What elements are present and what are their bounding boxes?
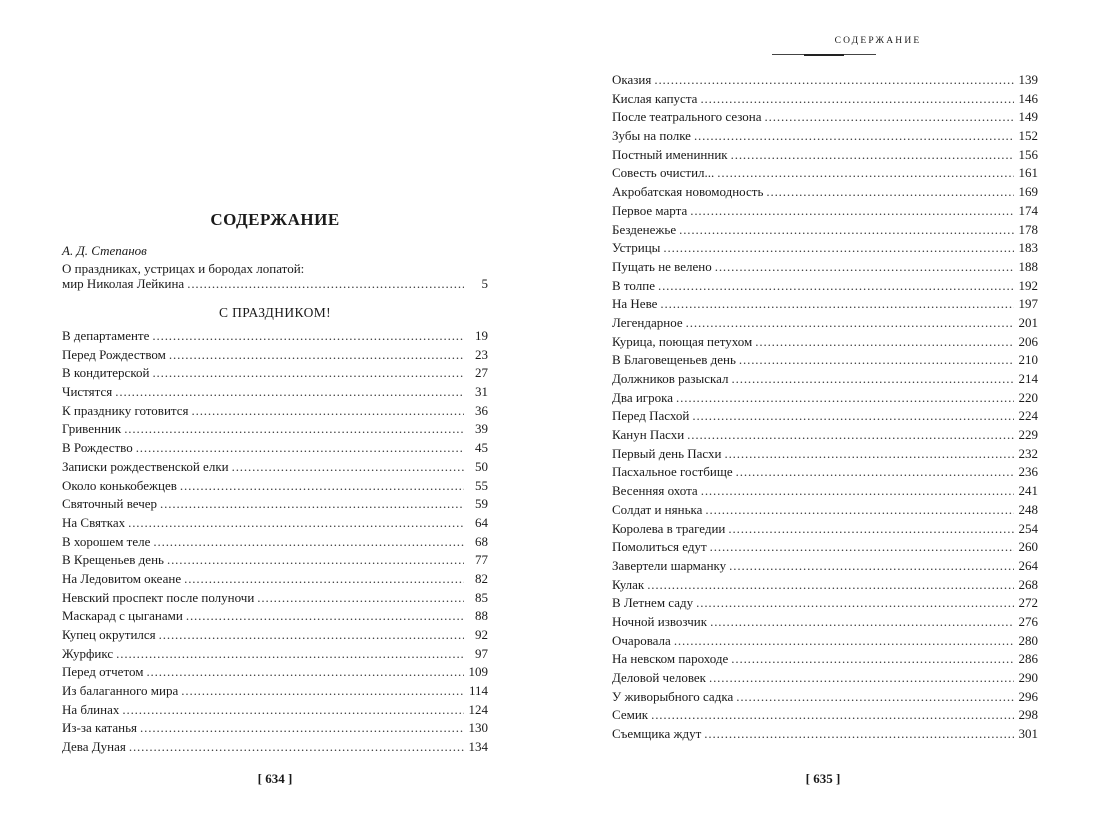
toc-entry-title: Зубы на полке (612, 128, 691, 144)
toc-entry[interactable] (62, 551, 488, 570)
toc-entry[interactable] (612, 669, 1038, 688)
toc-entry-title: Журфикс (62, 645, 114, 661)
toc-entry[interactable] (62, 383, 488, 402)
toc-entry-page-number: 88 (475, 608, 488, 624)
toc-list-right (612, 71, 1038, 744)
toc-entry[interactable] (62, 346, 488, 365)
toc-entry-title: Невский проспект после полуночи (62, 589, 255, 605)
dot-leader (694, 127, 1014, 146)
toc-entry[interactable] (62, 477, 488, 496)
toc-entry-title: В Летнем саду (612, 595, 694, 611)
toc-entry-page-number: 152 (1018, 128, 1038, 144)
toc-entry[interactable] (62, 402, 488, 421)
toc-entry-page-number: 229 (1018, 427, 1038, 443)
toc-entry[interactable] (612, 239, 1038, 258)
toc-entry[interactable] (62, 626, 488, 645)
dot-leader (731, 650, 1014, 669)
toc-entry-title: Канун Пасхи (612, 427, 685, 443)
toc-entry-title: Постный именинник (612, 146, 728, 162)
toc-entry-page-number: 174 (1018, 202, 1038, 218)
toc-entry[interactable] (612, 407, 1038, 426)
dot-leader (232, 458, 464, 477)
toc-entry[interactable] (62, 458, 488, 477)
dot-leader (122, 701, 464, 720)
toc-entry-page-number: 192 (1018, 277, 1038, 293)
dot-leader (709, 669, 1014, 688)
toc-entry-title: Около конькобежцев (62, 477, 177, 493)
toc-entry-page-number: 276 (1018, 613, 1038, 629)
toc-entry-page-number: 19 (475, 328, 488, 343)
dot-leader (717, 164, 1014, 183)
toc-entry[interactable] (62, 682, 488, 701)
toc-entry[interactable] (612, 258, 1038, 277)
toc-entry-page-number: 183 (1018, 240, 1038, 256)
dot-leader (728, 520, 1014, 539)
toc-entry[interactable] (62, 663, 488, 682)
toc-entry-title: В Рождество (62, 440, 133, 456)
intro-title-line-1: О праздниках, устрицах и бородах лопатой: (62, 261, 305, 276)
toc-entry-title: Легендарное (612, 314, 683, 330)
toc-entry[interactable] (62, 607, 488, 626)
toc-entry-page-number: 146 (1018, 90, 1038, 106)
toc-entry-title: Пасхальное гостбище (612, 464, 733, 480)
toc-entry[interactable] (612, 127, 1038, 146)
toc-entry[interactable] (612, 463, 1038, 482)
dot-leader (167, 551, 464, 570)
toc-entry-page-number: 45 (475, 440, 488, 456)
toc-entry-page-number: 82 (475, 570, 488, 586)
toc-entry-title: Устрицы (612, 240, 661, 256)
toc-entry-page-number: 280 (1018, 632, 1038, 648)
toc-entry-page-number: 64 (475, 514, 488, 530)
toc-entry-title: Гривенник (62, 421, 122, 437)
toc-entry-title: Очаровала (612, 632, 671, 648)
toc-entry[interactable] (612, 314, 1038, 333)
toc-entry-title: В толпе (612, 277, 655, 293)
toc-entry-title: Весенняя охота (612, 483, 698, 499)
dot-leader (647, 576, 1014, 595)
toc-entry-page-number: 39 (475, 421, 488, 437)
dot-leader (169, 346, 464, 365)
toc-entry-title: В Крещеньев день (62, 552, 164, 568)
toc-entry[interactable] (62, 439, 488, 458)
dot-leader (674, 632, 1014, 651)
toc-entry-title: Перед отчетом (62, 664, 144, 680)
dot-leader (687, 426, 1014, 445)
right-page (550, 0, 1100, 825)
toc-entry[interactable] (62, 495, 488, 514)
toc-entry-page-number: 59 (475, 496, 488, 512)
dot-leader (651, 706, 1014, 725)
toc-entry-title: Курица, поющая петухом (612, 333, 753, 349)
toc-entry-title: Перед Рождеством (62, 346, 166, 362)
dot-leader (736, 688, 1014, 707)
toc-entry[interactable] (62, 738, 488, 757)
dot-leader (140, 719, 464, 738)
dot-leader (700, 90, 1014, 109)
toc-entry-title: После театрального сезона (612, 109, 762, 125)
toc-entry[interactable] (612, 576, 1038, 595)
toc-entry-page-number: 50 (475, 458, 488, 474)
toc-entry[interactable] (612, 520, 1038, 539)
toc-entry-page-number: 254 (1018, 520, 1038, 536)
toc-entry-title: Ночной извозчик (612, 613, 708, 629)
toc-entry-page-number: 210 (1018, 352, 1038, 368)
toc-entry-title: Первое марта (612, 202, 688, 218)
toc-entry-title: Совесть очистил... (612, 165, 715, 181)
toc-entry-page-number: 169 (1018, 184, 1038, 200)
toc-entry-page-number: 206 (1018, 333, 1038, 349)
dot-leader (710, 613, 1014, 632)
toc-entry-page-number: 178 (1018, 221, 1038, 237)
dot-leader (124, 420, 464, 439)
dot-leader (181, 682, 464, 701)
dot-leader (654, 71, 1014, 90)
toc-entry-page-number: 260 (1018, 539, 1038, 555)
dot-leader (257, 589, 464, 608)
toc-entry[interactable] (612, 164, 1038, 183)
toc-entry-page-number: 55 (475, 477, 488, 493)
toc-entry-page-number: 23 (475, 346, 488, 362)
toc-entry-page-number: 201 (1018, 314, 1038, 330)
toc-entry-page-number: 232 (1018, 445, 1038, 461)
toc-entry-page-number: 134 (468, 739, 488, 755)
toc-entry-title: Кислая капуста (612, 90, 698, 106)
toc-entry-title: Должников разыскал (612, 371, 729, 386)
dot-leader (153, 533, 464, 552)
toc-entry-title: В хорошем теле (62, 533, 151, 549)
toc-entry-page-number: 236 (1018, 464, 1038, 480)
toc-entry-page-number: 124 (468, 701, 488, 717)
toc-entry-title: В департаменте (62, 328, 150, 343)
toc-entry-title: В кондитерской (62, 365, 150, 381)
toc-entry[interactable] (62, 327, 488, 346)
dot-leader (705, 501, 1014, 520)
toc-entry-page-number: 197 (1018, 296, 1038, 312)
toc-entry-title: Из-за катанья (62, 720, 138, 736)
toc-entry[interactable] (612, 557, 1038, 576)
toc-entry-page-number: 161 (1018, 165, 1038, 181)
dot-leader (136, 439, 464, 458)
toc-entry-page-number: 301 (1018, 726, 1038, 742)
toc-entry-page-number: 92 (475, 627, 488, 642)
toc-entry[interactable] (612, 688, 1038, 707)
dot-leader (736, 463, 1014, 482)
toc-entry[interactable] (62, 719, 488, 738)
toc-entry[interactable] (612, 277, 1038, 296)
toc-entry-title: Записки рождественской елки (62, 458, 229, 474)
dot-leader (765, 108, 1014, 127)
toc-entry-title: У живорыбного садка (612, 688, 734, 704)
toc-entry-page-number: 27 (475, 365, 488, 381)
toc-entry-page-number: 188 (1018, 258, 1038, 274)
toc-entry[interactable] (612, 389, 1038, 408)
toc-entry-title: Завертели шарманку (612, 557, 727, 573)
toc-entry[interactable] (612, 71, 1038, 90)
toc-entry-page-number: 290 (1018, 670, 1038, 685)
dot-leader (152, 327, 464, 346)
toc-entry-title: На невском пароходе (612, 651, 729, 667)
page-number-left: [ 634 ] (257, 771, 293, 786)
toc-entry[interactable] (612, 725, 1038, 744)
dot-leader (696, 594, 1014, 613)
dot-leader (186, 607, 464, 626)
page-number-right: [ 635 ] (805, 771, 841, 786)
toc-entry-page-number: 248 (1018, 501, 1038, 517)
toc-entry[interactable] (612, 538, 1038, 557)
toc-entry-title: К празднику готовится (62, 402, 189, 418)
dot-leader (192, 402, 465, 421)
toc-entry[interactable] (612, 351, 1038, 370)
toc-entry[interactable] (612, 202, 1038, 221)
toc-entry[interactable] (612, 632, 1038, 651)
toc-entry-page-number: 149 (1018, 109, 1038, 125)
toc-entry[interactable] (62, 645, 488, 664)
toc-entry-title: Помолиться едут (612, 539, 707, 555)
toc-entry[interactable] (612, 594, 1038, 613)
toc-entry-title: Купец окрутился (62, 627, 156, 642)
dot-leader (686, 314, 1014, 333)
toc-entry-title: Безденежье (612, 221, 677, 237)
toc-entry-title: Чистятся (62, 384, 113, 400)
dot-leader (692, 407, 1014, 426)
toc-entry-page-number: 220 (1018, 389, 1038, 405)
toc-entry-page-number: 264 (1018, 557, 1038, 573)
toc-entry-page-number: 241 (1018, 483, 1038, 499)
toc-entry[interactable] (62, 420, 488, 439)
toc-entry-title: Маскарад с цыганами (62, 608, 183, 624)
toc-entry-title: Солдат и нянька (612, 501, 703, 517)
toc-entry[interactable] (62, 364, 488, 383)
toc-entry[interactable] (62, 570, 488, 589)
toc-entry[interactable] (612, 426, 1038, 445)
contents-title: СОДЕРЖАНИЕ (210, 210, 340, 229)
toc-entry[interactable] (612, 706, 1038, 725)
toc-entry-title: Деловой человек (612, 670, 706, 685)
running-head: СОДЕРЖАНИЕ (834, 36, 922, 46)
toc-entry-title: Святочный вечер (62, 496, 158, 512)
dot-leader (701, 482, 1014, 501)
toc-entry[interactable] (612, 370, 1038, 389)
dot-leader (187, 275, 464, 294)
intro-page-number: 5 (481, 276, 488, 291)
toc-entry[interactable] (612, 613, 1038, 632)
intro-author: А. Д. Степанов (62, 243, 147, 258)
toc-entry-page-number: 130 (468, 720, 488, 736)
dot-leader (180, 477, 464, 496)
toc-entry-page-number: 77 (475, 552, 488, 568)
dot-leader (710, 538, 1014, 557)
toc-entry-title: Два игрока (612, 389, 674, 405)
dot-leader (732, 370, 1014, 389)
dot-leader (159, 626, 464, 645)
toc-entry-page-number: 68 (475, 533, 488, 549)
dot-leader (129, 738, 464, 757)
dot-leader (152, 364, 464, 383)
intro-entry[interactable] (62, 275, 488, 294)
dot-leader (704, 725, 1014, 744)
dot-leader (739, 351, 1014, 370)
toc-entry[interactable] (612, 108, 1038, 127)
toc-entry-title: Перед Пасхой (612, 408, 690, 424)
toc-entry-page-number: 139 (1018, 72, 1038, 87)
dot-leader (660, 295, 1014, 314)
toc-entry[interactable] (612, 482, 1038, 501)
toc-entry-page-number: 114 (468, 683, 488, 699)
dot-leader (729, 557, 1014, 576)
toc-entry-page-number: 156 (1018, 146, 1038, 162)
dot-leader (146, 663, 464, 682)
toc-entry-title: Первый день Пасхи (612, 445, 722, 461)
toc-entry-title: Королева в трагедии (612, 520, 726, 536)
dot-leader (679, 221, 1014, 240)
toc-entry[interactable] (62, 589, 488, 608)
toc-entry-page-number: 97 (475, 645, 488, 661)
toc-entry-page-number: 31 (475, 384, 488, 400)
toc-entry-page-number: 36 (475, 402, 488, 418)
dot-leader (715, 258, 1014, 277)
dot-leader (115, 383, 464, 402)
toc-entry-page-number: 109 (468, 664, 488, 680)
toc-entry-title: Кулак (612, 576, 645, 592)
toc-entry-title: Семик (612, 707, 649, 723)
dot-leader (724, 445, 1014, 464)
dot-leader (658, 277, 1014, 296)
intro-title-line-2: мир Николая Лейкина (62, 276, 185, 291)
running-head-rule-accent (804, 54, 844, 56)
toc-entry-title: На Неве (612, 296, 658, 312)
toc-entry[interactable] (612, 445, 1038, 464)
toc-entry-title: На Святках (62, 514, 126, 530)
toc-entry-page-number: 268 (1018, 576, 1038, 592)
toc-entry-title: Акробатская новомодность (612, 184, 764, 200)
toc-entry[interactable] (612, 146, 1038, 165)
toc-entry-page-number: 272 (1018, 595, 1038, 611)
dot-leader (755, 333, 1014, 352)
toc-entry[interactable] (62, 701, 488, 720)
dot-leader (128, 514, 464, 533)
toc-entry-page-number: 214 (1018, 371, 1038, 386)
toc-entry[interactable] (612, 501, 1038, 520)
toc-entry[interactable] (612, 295, 1038, 314)
toc-entry[interactable] (612, 333, 1038, 352)
toc-entry-page-number: 224 (1018, 408, 1038, 424)
dot-leader (676, 389, 1014, 408)
toc-entry[interactable] (612, 221, 1038, 240)
dot-leader (690, 202, 1014, 221)
toc-entry[interactable] (612, 90, 1038, 109)
toc-entry-title: Пущать не велено (612, 258, 712, 274)
dot-leader (184, 570, 464, 589)
dot-leader (766, 183, 1014, 202)
dot-leader (160, 495, 464, 514)
toc-entry-title: Оказия (612, 72, 652, 87)
toc-entry-page-number: 286 (1018, 651, 1038, 667)
toc-entry[interactable] (612, 183, 1038, 202)
toc-entry-title: На блинах (62, 701, 120, 717)
dot-leader (663, 239, 1014, 258)
toc-entry-title: Из балаганного мира (62, 683, 179, 699)
toc-list-left (62, 327, 488, 757)
toc-entry[interactable] (62, 514, 488, 533)
toc-entry-title: В Благовещеньев день (612, 352, 736, 368)
toc-entry-page-number: 298 (1018, 707, 1038, 723)
toc-entry-title: Дева Дуная (62, 739, 126, 755)
dot-leader (116, 645, 464, 664)
toc-entry-title: Съемщика ждут (612, 726, 702, 742)
toc-entry[interactable] (612, 650, 1038, 669)
toc-entry[interactable] (62, 533, 488, 552)
toc-entry-page-number: 85 (475, 589, 488, 605)
dot-leader (731, 146, 1014, 165)
toc-entry-page-number: 296 (1018, 688, 1038, 704)
toc-entry-title: На Ледовитом океане (62, 570, 182, 586)
section-title: С ПРАЗДНИКОМ! (218, 305, 332, 320)
